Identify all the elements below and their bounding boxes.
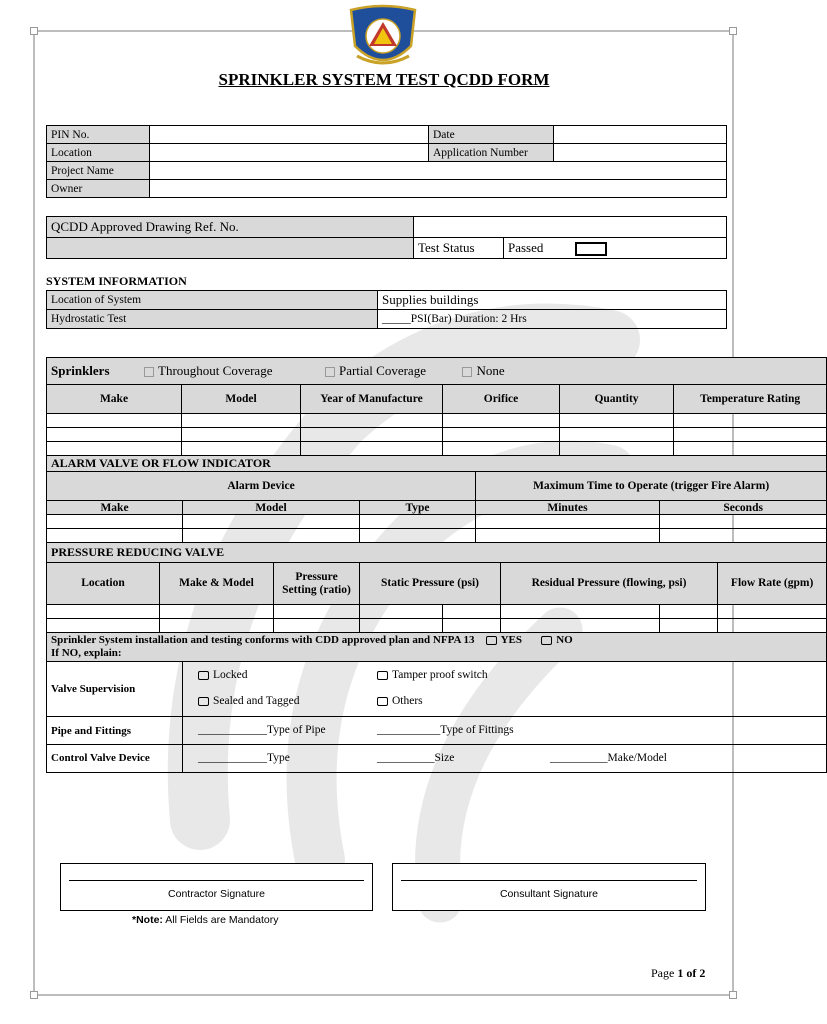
alarm-col-model: Model <box>183 501 360 515</box>
alarm-col-minutes: Minutes <box>476 501 660 515</box>
alarm-device-label: Alarm Device <box>47 472 476 501</box>
test-status-checkbox[interactable] <box>575 242 607 256</box>
prv-col-static-pressure: Static Pressure (psi) <box>360 563 501 605</box>
project-name-field[interactable] <box>150 162 727 180</box>
control-valve-fields <box>183 745 827 773</box>
no-checkbox[interactable] <box>541 636 552 645</box>
locked-label: Locked <box>213 669 248 681</box>
sprinklers-label: Sprinklers <box>51 363 110 378</box>
sealed-tagged-checkbox[interactable] <box>198 697 209 706</box>
sprinkler-col-temperature: Temperature Rating <box>674 385 827 414</box>
application-number-field[interactable] <box>554 144 727 162</box>
type-of-fittings-field[interactable]: ___________Type of Fittings <box>377 723 514 736</box>
drawing-ref-label: QCDD Approved Drawing Ref. No. <box>47 217 414 238</box>
sprinkler-col-make: Make <box>47 385 182 414</box>
frame-corner-mark <box>30 27 38 35</box>
none-coverage-checkbox[interactable] <box>462 367 472 377</box>
conformance-row <box>47 633 827 662</box>
drawing-ref-field[interactable] <box>414 217 727 238</box>
locked-checkbox[interactable] <box>198 671 209 680</box>
prv-heading: PRESSURE REDUCING VALVE <box>47 543 827 563</box>
sealed-tagged-label: Sealed and Tagged <box>213 695 300 707</box>
hydrostatic-test-label: Hydrostatic Test <box>47 310 378 329</box>
project-info-table <box>46 125 727 198</box>
location-of-system-label: Location of System <box>47 291 378 310</box>
sprinkler-col-quantity: Quantity <box>560 385 674 414</box>
table-row <box>47 515 827 529</box>
consultant-signature-label: Consultant Signature <box>499 888 599 900</box>
frame-corner-mark <box>729 27 737 35</box>
alarm-valve-heading: ALARM VALVE OR FLOW INDICATOR <box>47 456 827 472</box>
pipe-fittings-label: Pipe and Fittings <box>47 717 183 745</box>
prv-col-pressure-setting: Pressure Setting (ratio) <box>274 563 360 605</box>
date-field[interactable] <box>554 126 727 144</box>
project-name-label: Project Name <box>47 162 150 180</box>
prv-col-location: Location <box>47 563 160 605</box>
table-row <box>47 605 827 619</box>
date-label: Date <box>429 126 554 144</box>
throughout-coverage-label: Throughout Coverage <box>158 363 273 378</box>
signature-line <box>401 880 697 881</box>
contractor-signature-box[interactable] <box>60 863 373 911</box>
none-coverage-label: None <box>476 363 505 378</box>
sprinkler-col-orifice: Orifice <box>443 385 560 414</box>
control-valve-type-field[interactable]: ____________Type <box>198 751 290 764</box>
drawing-ref-table <box>46 216 727 259</box>
location-label: Location <box>47 144 150 162</box>
test-status-value: Passed <box>508 239 544 255</box>
signature-line <box>69 880 364 881</box>
application-number-label: Application Number <box>429 144 554 162</box>
test-status-cell <box>504 238 727 259</box>
pin-label: PIN No. <box>47 126 150 144</box>
explain-label: If NO, explain: <box>51 647 122 659</box>
sprinkler-col-year: Year of Manufacture <box>301 385 443 414</box>
sprinkler-col-model: Model <box>182 385 301 414</box>
alarm-col-make: Make <box>47 501 183 515</box>
prv-col-residual-pressure: Residual Pressure (flowing, psi) <box>501 563 718 605</box>
throughout-coverage-checkbox[interactable] <box>144 367 154 377</box>
type-of-pipe-field[interactable]: ____________Type of Pipe <box>198 723 326 736</box>
yes-checkbox[interactable] <box>486 636 497 645</box>
test-details-table <box>46 357 827 773</box>
system-info-table <box>46 290 727 329</box>
valve-supervision-options <box>183 662 827 717</box>
pin-field[interactable] <box>150 126 429 144</box>
contractor-signature-label: Contractor Signature <box>168 888 265 900</box>
owner-label: Owner <box>47 180 150 198</box>
yes-label: YES <box>500 634 522 646</box>
form-title: SPRINKLER SYSTEM TEST QCDD FORM <box>218 70 550 89</box>
prv-col-make-model: Make & Model <box>160 563 274 605</box>
alarm-col-type: Type <box>360 501 476 515</box>
tamper-switch-checkbox[interactable] <box>377 671 388 680</box>
pipe-fittings-fields <box>183 717 827 745</box>
no-label: NO <box>556 634 573 646</box>
mandatory-note: *Note: All Fields are Mandatory <box>132 914 279 926</box>
others-label: Others <box>392 695 423 707</box>
page-number: Page 1 of 2 <box>651 966 706 980</box>
conformance-text: Sprinkler System installation and testing conforms with CDD approved plan and NFPA 13 <box>51 634 475 646</box>
location-of-system-value[interactable]: Supplies buildings <box>378 291 727 310</box>
owner-field[interactable] <box>150 180 727 198</box>
frame-corner-mark <box>30 991 38 999</box>
valve-supervision-label: Valve Supervision <box>47 662 183 717</box>
system-information-heading: SYSTEM INFORMATION <box>46 274 187 288</box>
others-checkbox[interactable] <box>377 697 388 706</box>
prv-col-flow-rate: Flow Rate (gpm) <box>718 563 827 605</box>
alarm-col-seconds: Seconds <box>660 501 827 515</box>
control-valve-size-field[interactable]: __________Size <box>377 751 455 764</box>
partial-coverage-checkbox[interactable] <box>325 367 335 377</box>
frame-corner-mark <box>729 991 737 999</box>
consultant-signature-box[interactable] <box>392 863 706 911</box>
max-time-label: Maximum Time to Operate (trigger Fire Alarm) <box>476 472 827 501</box>
tamper-switch-label: Tamper proof switch <box>392 669 488 681</box>
table-row <box>47 414 827 428</box>
table-row <box>47 529 827 543</box>
location-field[interactable] <box>150 144 429 162</box>
partial-coverage-label: Partial Coverage <box>338 363 426 378</box>
table-row <box>47 428 827 442</box>
table-row <box>47 442 827 456</box>
control-valve-make-model-field[interactable]: __________Make/Model <box>550 751 667 764</box>
table-row <box>47 619 827 633</box>
test-status-label: Test Status <box>414 238 504 259</box>
civil-defence-logo <box>345 6 421 70</box>
drawing-ref-blank <box>47 238 414 259</box>
sprinklers-coverage-row <box>47 358 827 385</box>
hydrostatic-test-value[interactable]: _____PSI(Bar) Duration: 2 Hrs <box>378 310 727 329</box>
control-valve-label: Control Valve Device <box>47 745 183 773</box>
